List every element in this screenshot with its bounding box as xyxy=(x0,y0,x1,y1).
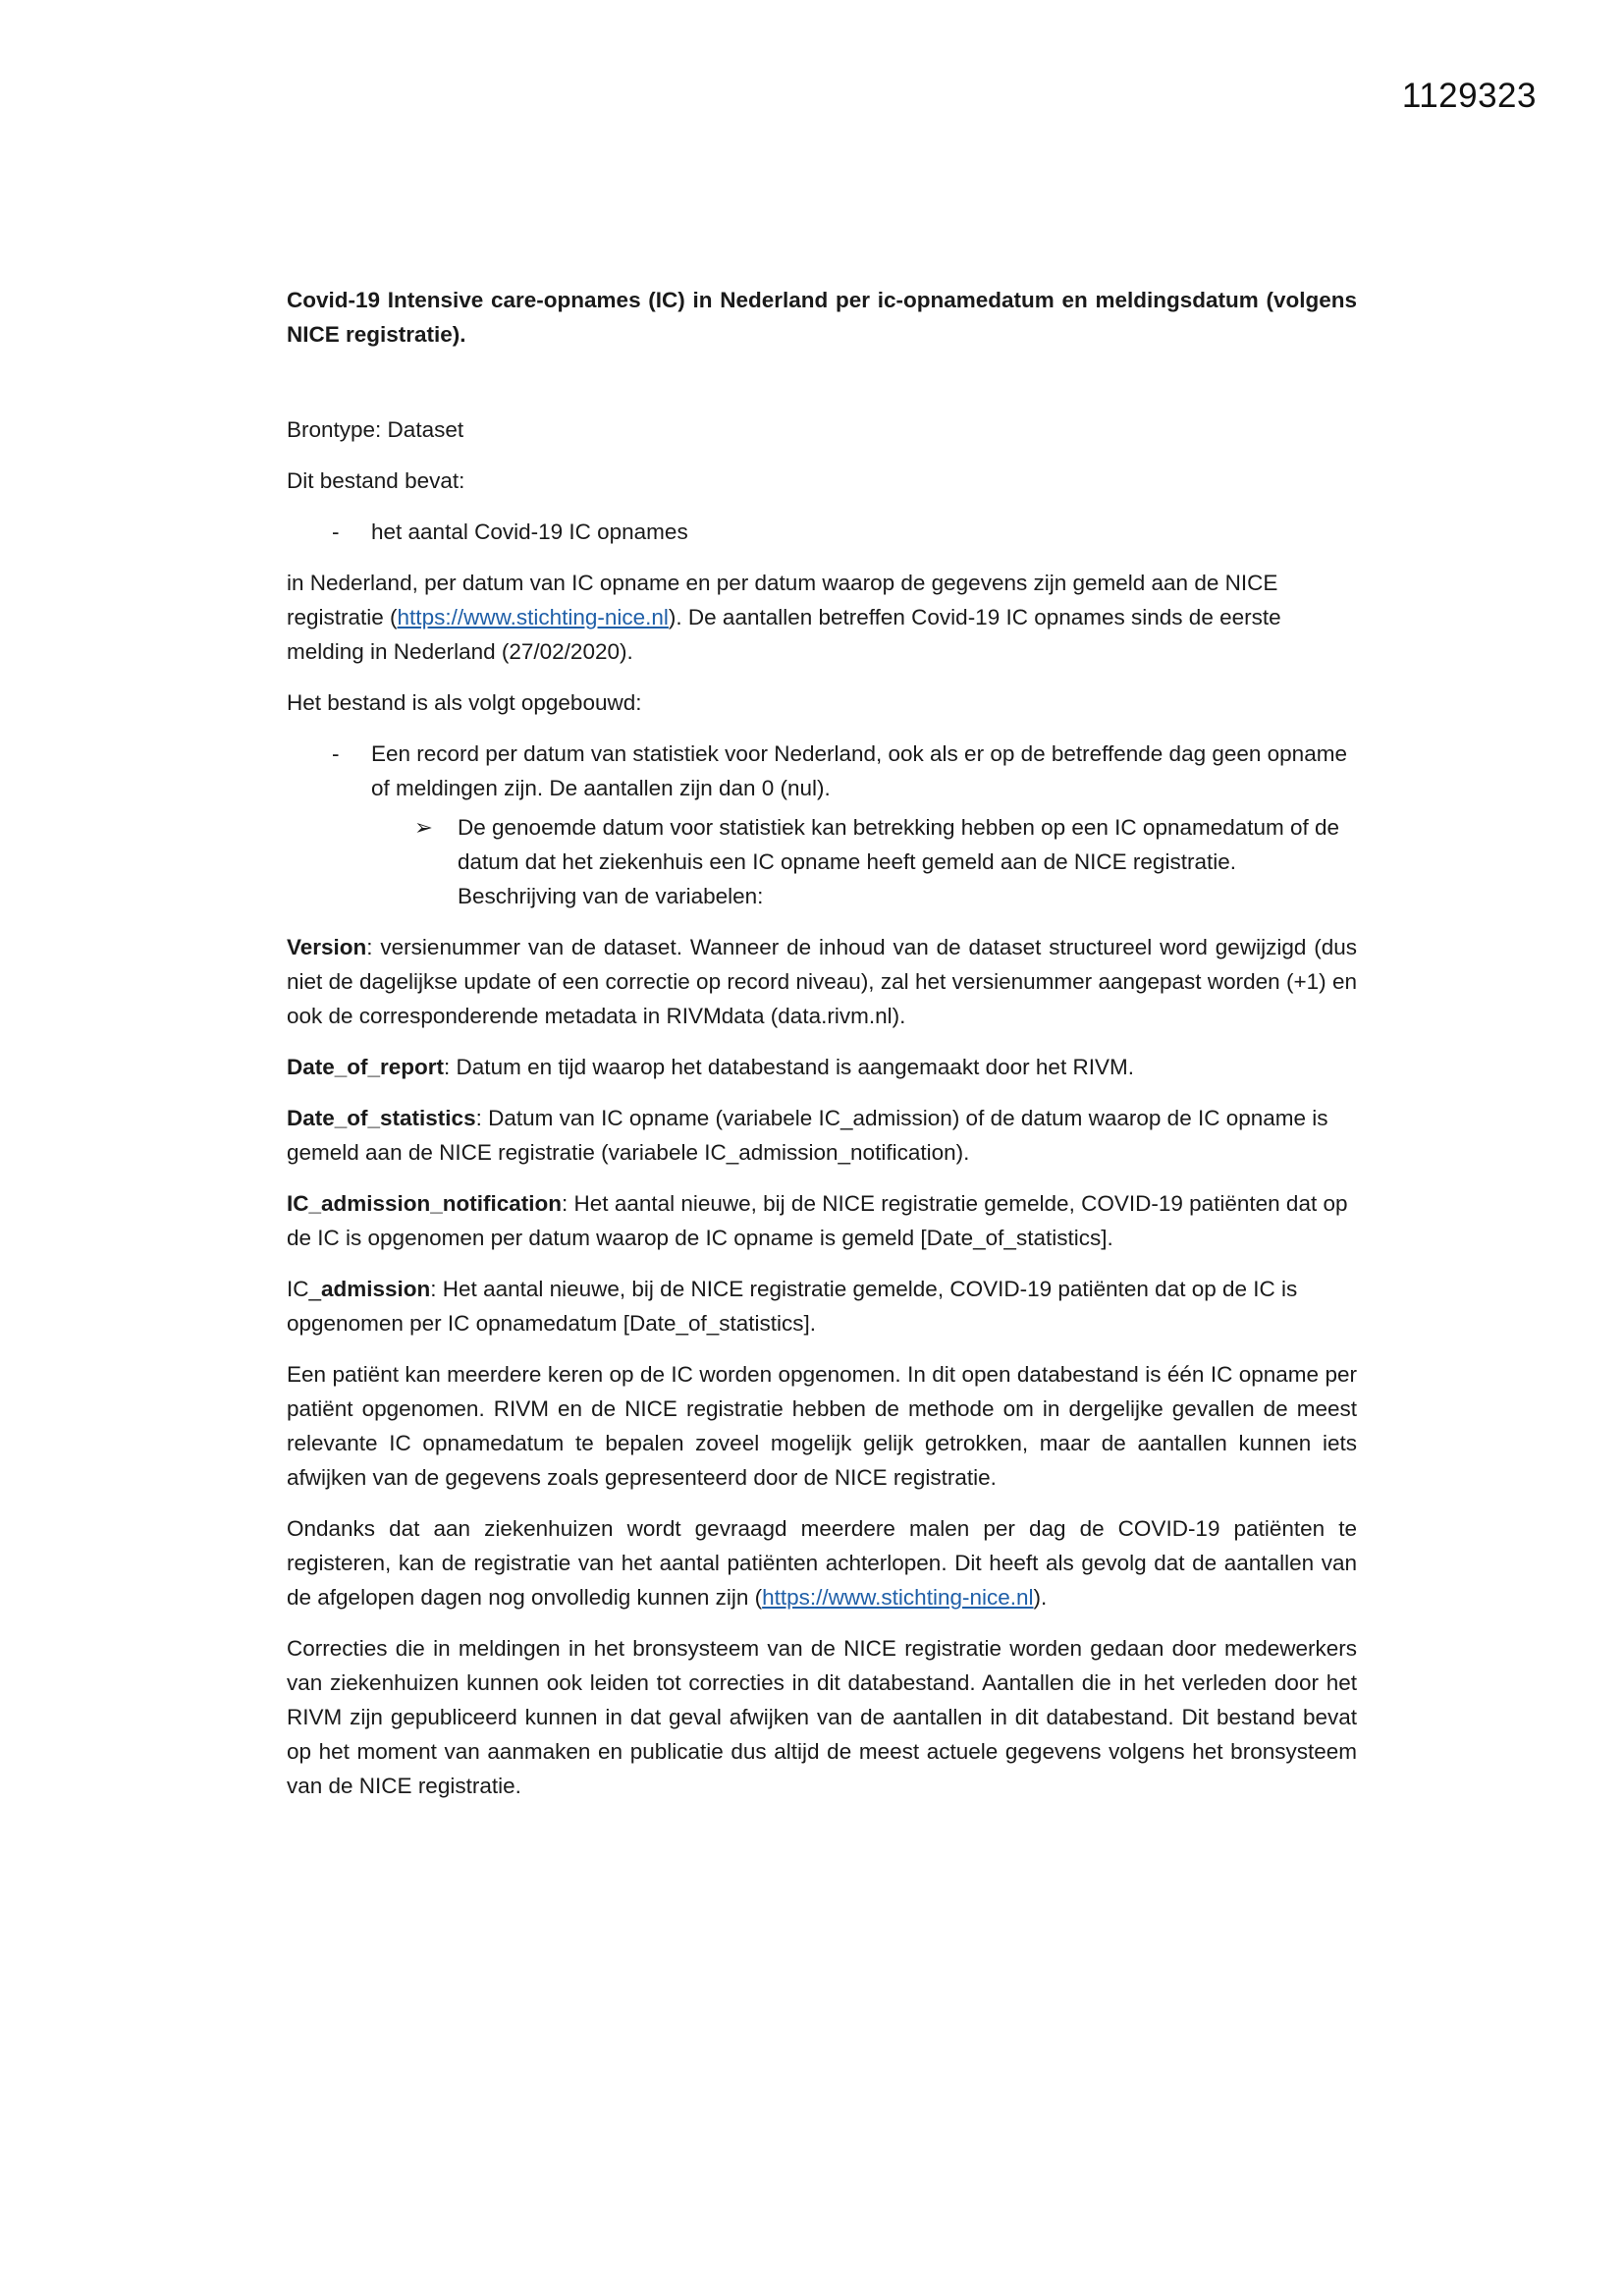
list-item-text: Een record per datum van statistiek voor Nederland, ook als er op de betreffende dag geen opname of meldingen zijn. De aantallen zijn dan 0 (nul). xyxy=(371,741,1347,800)
patient-paragraph: Een patiënt kan meerdere keren op de IC worden opgenomen. In dit open databestand is één IC opname per patiënt opgenomen. RIVM en de NICE registratie hebben de methode om in dergelijke gevallen de meest relevante IC opnamedatum te bepalen zoveel mogelijk gelijk getrokken, maar de aantallen kunnen iets afwijken van de gegevens zoals gepresenteerd door de NICE registratie. xyxy=(287,1362,1357,1490)
variable-date-of-statistics: Date_of_statistics: Datum van IC opname (variabele IC_admission) of de datum waarop de IC opname is gemeld aan de NICE registratie (variabele IC_admission_notification). xyxy=(287,1106,1328,1165)
ziekenhuizen-paragraph: Ondanks dat aan ziekenhuizen wordt gevraagd meerdere malen per dag de COVID-19 patiënten te registeren, kan de registratie van het aantal patiënten achterlopen. Dit heeft als gevolg dat de aantallen van de afgelopen dagen nog onvolledig kunnen zijn (https://www.stichting-nice.nl). xyxy=(287,1516,1357,1610)
variable-version: Version: versienummer van de dataset. Wanneer de inhoud van de dataset structureel word gewijzigd (dus niet de dagelijkse update of een correctie op record niveau), zal het versienummer aangepast worden (+1) en ook de corresponderende metadata in RIVMdata (data.rivm.nl). xyxy=(287,935,1357,1028)
document-number: 1129323 xyxy=(1401,77,1537,115)
document-title: Covid-19 Intensive care-opnames (IC) in Nederland per ic-opnamedatum en meldingsdatum (volgens NICE registratie). xyxy=(287,288,1357,347)
list-item-aantal-opnames xyxy=(287,515,1357,549)
variable-name: admission xyxy=(321,1277,431,1301)
list-item-text: het aantal Covid-19 IC opnames xyxy=(371,519,688,544)
variable-ic-admission: IC_admission: Het aantal nieuwe, bij de NICE registratie gemelde, COVID-19 patiënten dat op de IC is opgenomen per IC opnamedatum [Date_of_statistics]. xyxy=(287,1277,1298,1336)
arrow-bullet-icon: ➢ xyxy=(414,815,433,840)
correcties-paragraph: Correcties die in meldingen in het bronsysteem van de NICE registratie worden gedaan door medewerkers van ziekenhuizen kunnen ook leiden tot correcties in dit databestand. Aantallen die in het verleden door het RIVM zijn gepubliceerd kunnen in dat geval afwijken van de aantallen in dit databestand. Dit bestand bevat op het moment van aanmaken en publicatie dus altijd de meest actuele gegevens volgens het bronsysteem van de NICE registratie. xyxy=(287,1636,1357,1798)
opbouw-intro: Het bestand is als volgt opgebouwd: xyxy=(287,690,642,715)
dash-bullet-icon: - xyxy=(332,519,340,544)
list-item-record xyxy=(287,737,1357,805)
nice-link[interactable]: https://www.stichting-nice.nl xyxy=(762,1585,1034,1610)
variable-name: IC_admission_notification xyxy=(287,1191,563,1216)
sub-list-item-datum xyxy=(287,810,1357,913)
variable-name: Date_of_report xyxy=(287,1055,445,1079)
variable-name: Date_of_statistics xyxy=(287,1106,476,1130)
variable-date-of-report: Date_of_report: Datum en tijd waarop het databestand is aangemaakt door het RIVM. xyxy=(287,1055,1134,1079)
sub-list-item-text-2: Beschrijving van de variabelen: xyxy=(458,884,764,908)
bevat-intro: Dit bestand bevat: xyxy=(287,468,465,493)
variable-name: Version xyxy=(287,935,367,959)
sub-list-item-text: De genoemde datum voor statistiek kan betrekking hebben op een IC opnamedatum of de datum dat het ziekenhuis een IC opname heeft gemeld aan de NICE registratie. xyxy=(458,815,1340,874)
document-body xyxy=(287,283,1357,1820)
brontype-line: Brontype: Dataset xyxy=(287,417,464,442)
dash-bullet-icon: - xyxy=(332,741,340,766)
intro-paragraph: in Nederland, per datum van IC opname en per datum waarop de gegevens zijn gemeld aan de NICE registratie (https://www.stichting-nice.nl). De aantallen betreffen Covid-19 IC opnames sinds de eerste melding in Nederland (27/02/2020). xyxy=(287,571,1281,664)
variable-ic-admission-notification: IC_admission_notification: Het aantal nieuwe, bij de NICE registratie gemelde, COVID-19 patiënten dat op de IC is opgenomen per datum waarop de IC opname is gemeld [Date_of_statistics]. xyxy=(287,1191,1348,1250)
nice-link[interactable]: https://www.stichting-nice.nl xyxy=(397,605,669,629)
